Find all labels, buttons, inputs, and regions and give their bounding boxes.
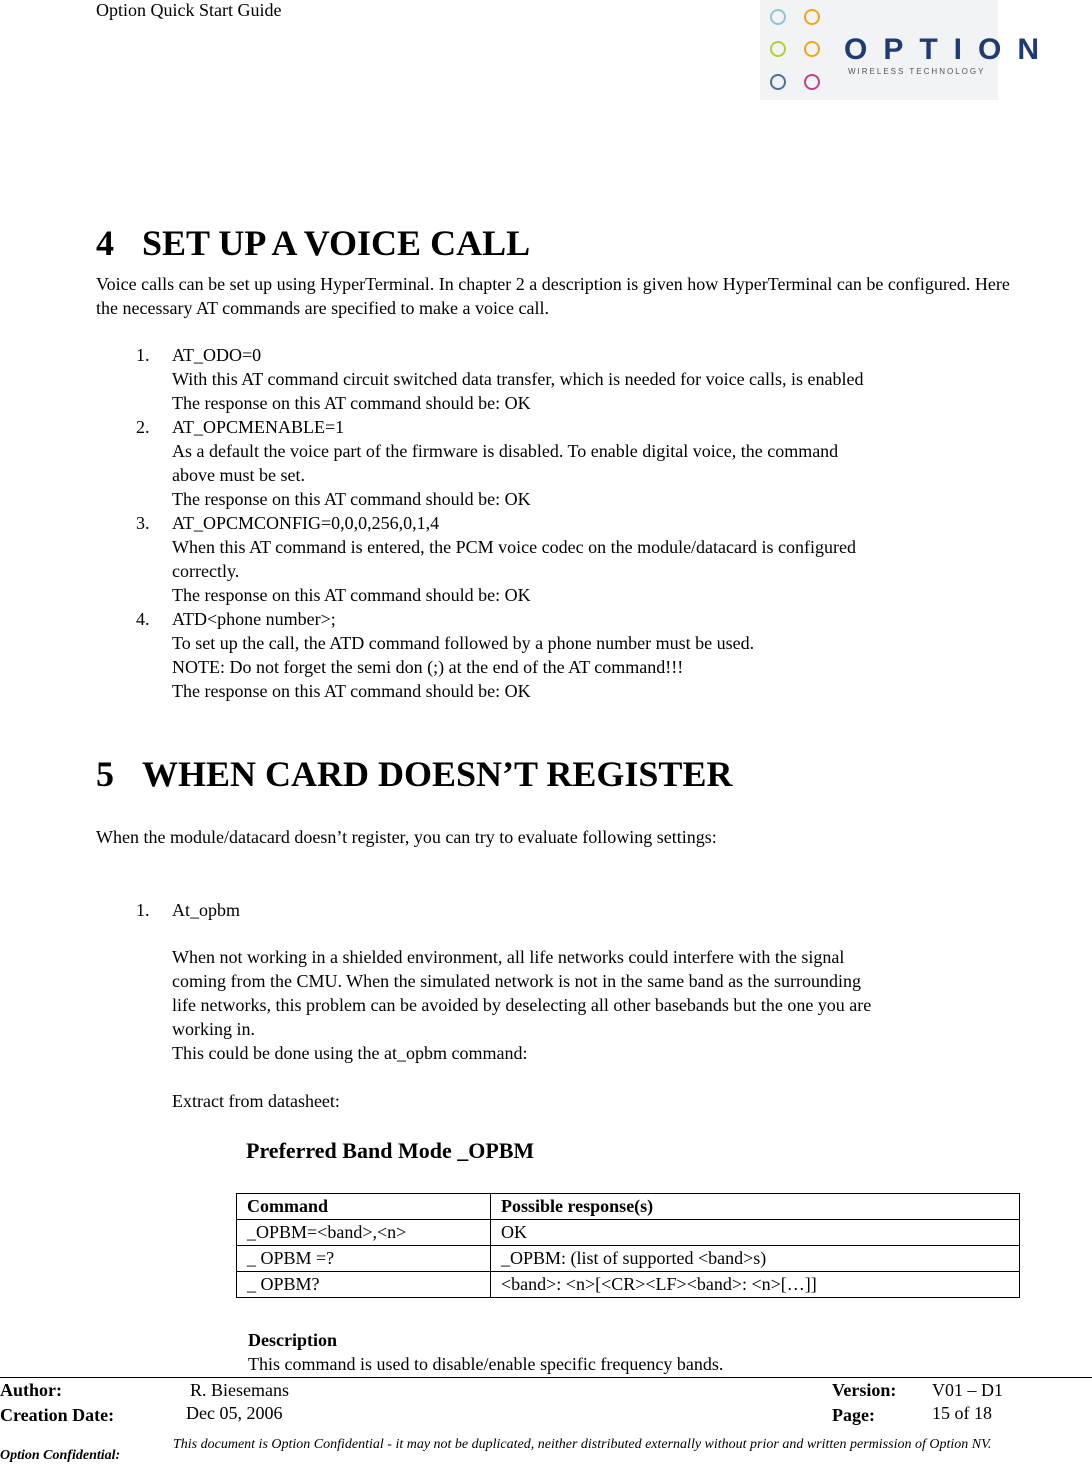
step-line: correctly.: [172, 561, 240, 581]
description-title: Description: [248, 1330, 337, 1350]
section-5-heading: [96, 753, 732, 795]
creation-date-value: Dec 05, 2006: [186, 1403, 283, 1423]
step-number: 4.: [136, 609, 150, 629]
body-line: life networks, this problem can be avoided by deselecting all other basebands but the one you are: [172, 995, 872, 1015]
version-label: Version:: [832, 1380, 897, 1400]
body-line: working in.: [172, 1019, 255, 1039]
step-line: AT_OPCMCONFIG=0,0,0,256,0,1,4: [172, 513, 440, 533]
table-cell: <band>: <n>[<CR><LF><band>: <n>[…]]: [491, 1272, 1020, 1298]
table-cell: OK: [491, 1220, 1020, 1246]
table-row: [237, 1220, 1020, 1246]
section-4-intro: Voice calls can be set up using HyperTerminal. In chapter 2 a description is given how HyperTerminal can be configured. Here the necessary AT commands are specified to make a voice call.: [96, 274, 1010, 318]
step-line: NOTE: Do not forget the semi don (;) at the end of the AT command!!!: [172, 657, 684, 677]
table-cell: _ OPBM =?: [237, 1246, 491, 1272]
opbm-explanation: [172, 945, 1012, 1065]
step-line: To set up the call, the ATD command followed by a phone number must be used.: [172, 633, 755, 653]
page-value: 15 of 18: [932, 1403, 992, 1423]
description-block: [248, 1328, 723, 1376]
body-line: This could be done using the at_opbm command:: [172, 1043, 528, 1063]
section-5-number: 5: [96, 754, 114, 794]
author-value: R. Biesemans: [190, 1380, 289, 1400]
section-4-title: SET UP A VOICE CALL: [142, 223, 531, 263]
step-line: The response on this AT command should be: OK: [172, 681, 531, 701]
step-line: The response on this AT command should be: OK: [172, 393, 531, 413]
step-number: 3.: [136, 513, 150, 533]
section-4-heading: [96, 222, 530, 264]
opbm-table: [236, 1193, 1020, 1298]
option-logo: [760, 0, 1056, 100]
page-label: Page:: [832, 1405, 875, 1425]
table-cell: _OPBM: (list of supported <band>s): [491, 1246, 1020, 1272]
step-number: 2.: [136, 417, 150, 437]
column-header: Possible response(s): [491, 1194, 1020, 1220]
table-row: [237, 1246, 1020, 1272]
document-header-title: Option Quick Start Guide: [96, 0, 282, 20]
logo-text: OPTION: [844, 33, 1056, 66]
author-label: Author:: [0, 1380, 62, 1400]
table-cell: _OPBM=<band>,<n>: [237, 1220, 491, 1246]
confidential-notice: This document is Option Confidential - it may not be duplicated, neither distributed externally without prior and written permission of Option NV.: [173, 1437, 992, 1452]
section-5-intro: When the module/datacard doesn’t register, you can try to evaluate following settings:: [96, 827, 717, 847]
extract-label: Extract from datasheet:: [172, 1091, 340, 1111]
column-header: Command: [237, 1194, 491, 1220]
step-number: 1.: [136, 345, 150, 365]
table-cell: _ OPBM?: [237, 1272, 491, 1298]
logo-subtext: WIRELESS TECHNOLOGY: [848, 67, 986, 76]
section-4-number: 4: [96, 223, 114, 263]
body-line: coming from the CMU. When the simulated network is not in the same band as the surrounding: [172, 971, 862, 991]
section-5-title: WHEN CARD DOESN’T REGISTER: [142, 754, 733, 794]
step-line: The response on this AT command should be: OK: [172, 489, 531, 509]
table-header-row: [237, 1194, 1020, 1220]
body-line: When not working in a shielded environment, all life networks could interfere with the signal: [172, 947, 845, 967]
confidential-label: Option Confidential:: [0, 1448, 121, 1463]
step-line: When this AT command is entered, the PCM voice codec on the module/datacard is configured: [172, 537, 856, 557]
footer-divider: [0, 1377, 1092, 1378]
item-title: At_opbm: [172, 900, 241, 920]
item-number: 1.: [136, 900, 150, 920]
creation-date-label: Creation Date:: [0, 1405, 115, 1425]
step-line: AT_OPCMENABLE=1: [172, 417, 345, 437]
step-line: With this AT command circuit switched data transfer, which is needed for voice calls, is enabled: [172, 369, 864, 389]
table-title: Preferred Band Mode _OPBM: [246, 1138, 535, 1163]
step-line: ATD<phone number>;: [172, 609, 336, 629]
step-line: AT_ODO=0: [172, 345, 262, 365]
description-text: This command is used to disable/enable specific frequency bands.: [248, 1354, 724, 1374]
version-value: V01 – D1: [932, 1380, 1003, 1400]
table-row: [237, 1272, 1020, 1298]
step-line: As a default the voice part of the firmware is disabled. To enable digital voice, the command: [172, 441, 839, 461]
step-line: above must be set.: [172, 465, 305, 485]
step-line: The response on this AT command should be: OK: [172, 585, 531, 605]
